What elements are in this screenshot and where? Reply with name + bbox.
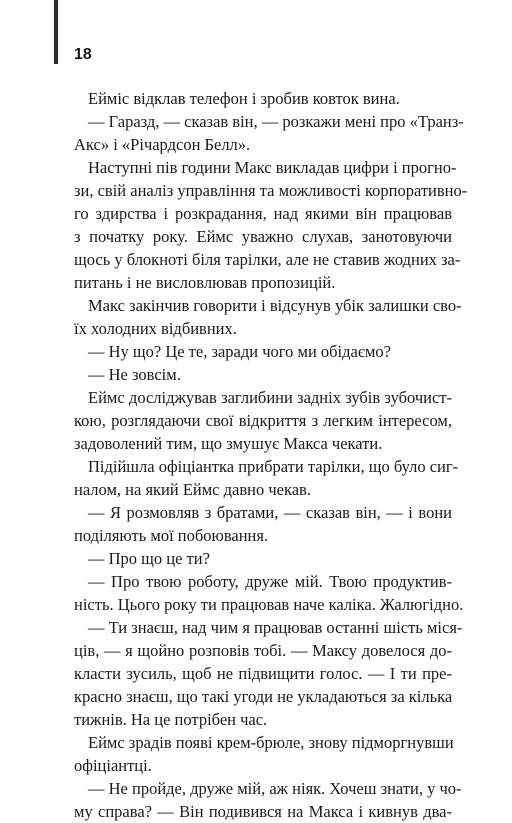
text-line: — Ти знаєш, над чим я працював останні шість міся- xyxy=(88,618,463,637)
page-edge-mark xyxy=(54,0,58,64)
text-line: — Не пройде, друже мій, аж ніяк. Хочеш знати, у чо- xyxy=(88,779,462,798)
text-line: задоволений тим, що змушує Макса чекати. xyxy=(74,434,383,453)
text-line: Підійшла офіціантка прибрати тарілки, що було сиг- xyxy=(88,457,459,476)
text-line: го здирства і розкрадання, над якими він працював xyxy=(74,204,452,223)
page-number: 18 xyxy=(74,46,92,63)
text-line: — Не зовсім. xyxy=(88,365,181,384)
text-line: — Про твою роботу, друже мій. Твою продуктив- xyxy=(88,572,452,591)
text-line: Акс» і «Річардсон Белл». xyxy=(74,135,251,154)
text-line: налом, на який Еймс давно чекав. xyxy=(74,480,311,499)
text-line: Еймс досліджував заглибини задніх зубів зубочист- xyxy=(88,388,452,407)
text-line: офіціантці. xyxy=(74,756,152,775)
text-line: класти зусиль, щоб не підвищити голос. — І ти пре- xyxy=(74,664,452,683)
text-line: ців, — я щойно розповів тобі. — Максу довелося до- xyxy=(74,641,452,660)
text-line: — Гаразд, — сказав він, — розкажи мені про «Транз- xyxy=(88,112,464,131)
text-line: му справа? — Він подивився на Макса і кивнув два- xyxy=(74,802,452,821)
text-line: — Ну що? Це те, заради чого ми обідаємо? xyxy=(88,342,391,361)
text-line: — Про що це ти? xyxy=(88,549,210,568)
text-line: Еймс зрадів появі крем-брюле, знову підморгнувши xyxy=(88,733,454,752)
text-line: ність. Цього року ти працював наче каліка. Жалюгідно. xyxy=(74,595,464,614)
text-line: Макс закінчив говорити і відсунув убік залишки сво- xyxy=(88,296,462,315)
text-line: кою, розглядаючи свої відкриття з легким інтересом, xyxy=(74,411,452,430)
body-text xyxy=(74,87,468,823)
text-line: зи, свій аналіз управління та можливості корпоративно- xyxy=(74,181,468,200)
text-line: питань і не висловлював пропозицій. xyxy=(74,273,336,292)
text-line: — Я розмовляв з братами, — сказав він, — і вони xyxy=(88,503,452,522)
text-line: поділяють мої побоювання. xyxy=(74,526,269,545)
text-line: Ейміс відклав телефон і зробив ковток вина. xyxy=(88,89,400,108)
text-line: тижнів. На це потрібен час. xyxy=(74,710,268,729)
text-line: Наступні пів години Макс викладав цифри і прогно- xyxy=(88,158,457,177)
text-line: щось у блокноті біля тарілки, але не ставив жодних за- xyxy=(74,250,461,269)
text-line: їх холодних відбивних. xyxy=(74,319,237,338)
text-line: з початку року. Еймс уважно слухав, занотовуючи xyxy=(74,227,452,246)
text-line: красно знаєш, що такі угоди не укладаються за кілька xyxy=(74,687,453,706)
